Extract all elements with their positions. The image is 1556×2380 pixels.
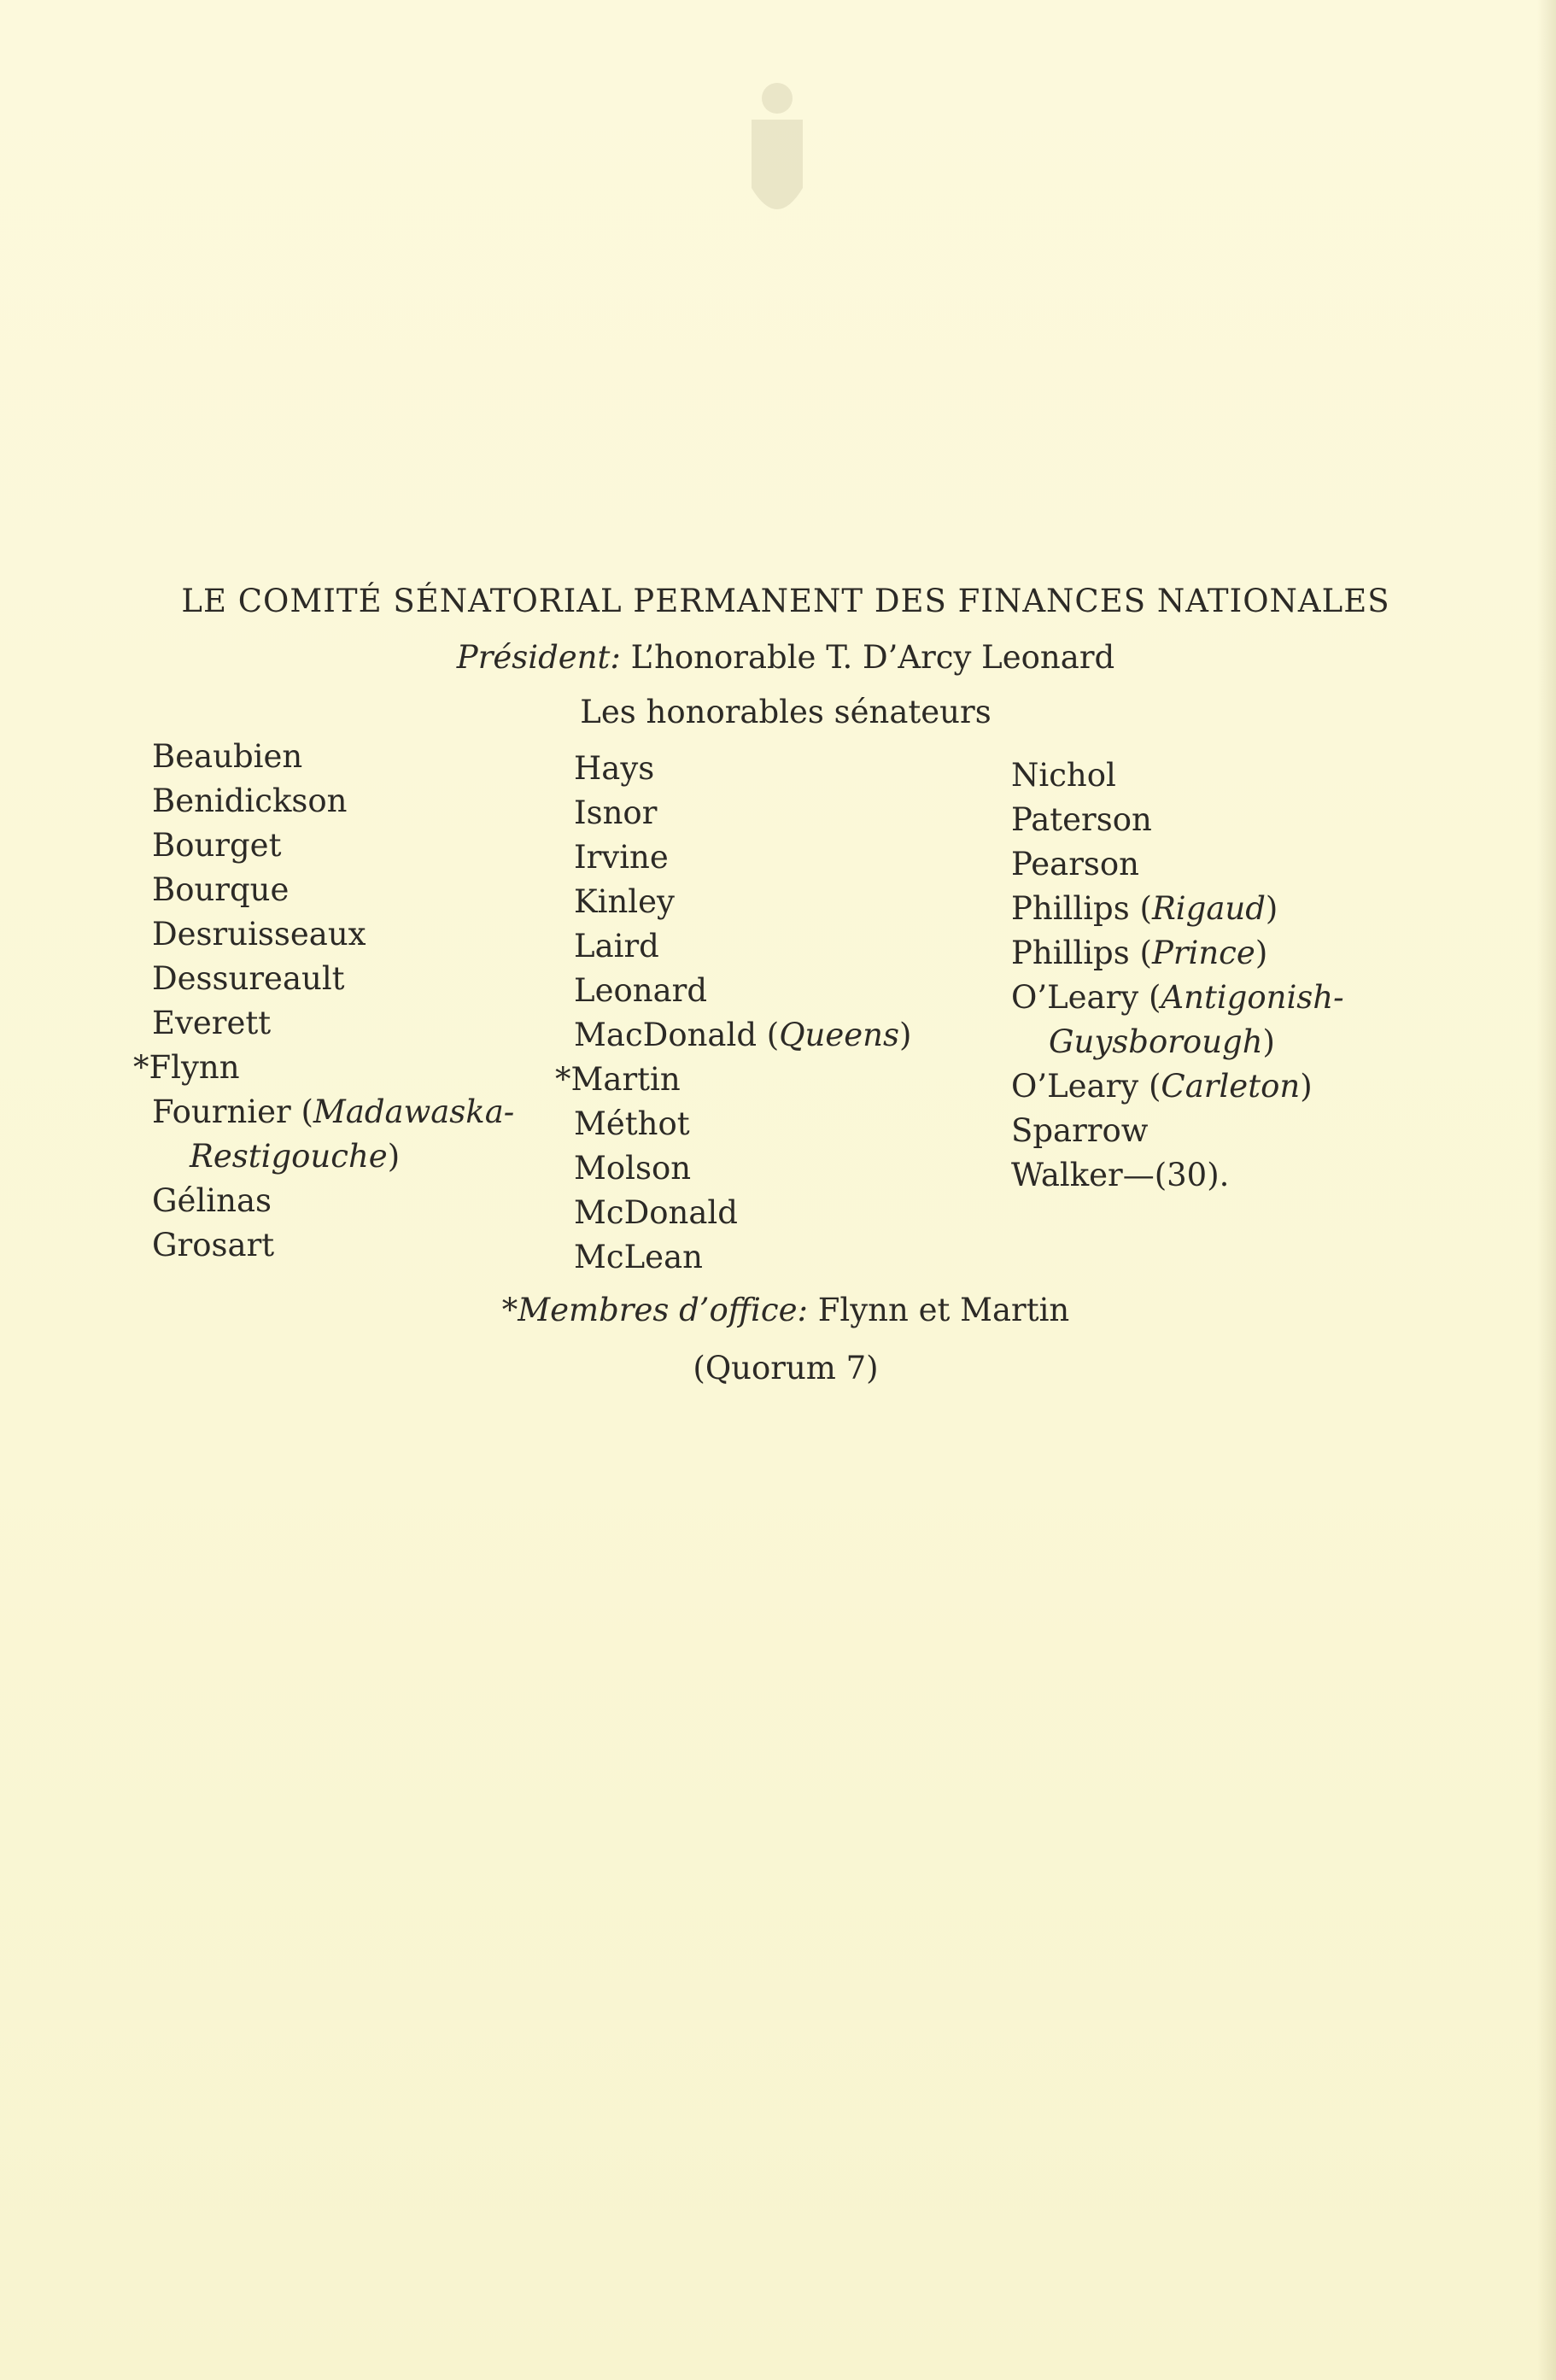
senator-name: Bourget bbox=[152, 827, 282, 864]
senator-entry bbox=[574, 791, 911, 835]
senator-entry bbox=[152, 1134, 514, 1179]
riding-name: Prince bbox=[1151, 935, 1255, 971]
senator-entry bbox=[1011, 1109, 1344, 1153]
senator-name: Benidickson bbox=[152, 783, 348, 819]
senator-name: Everett bbox=[152, 1005, 272, 1041]
senator-column-2 bbox=[555, 747, 912, 1280]
closing-paren: ) bbox=[1300, 1068, 1313, 1105]
president-name: L’honorable T. D’Arcy Leonard bbox=[630, 639, 1115, 676]
senator-entry bbox=[133, 1046, 514, 1090]
quorum-note: (Quorum 7) bbox=[693, 1350, 879, 1386]
senator-name: Méthot bbox=[574, 1105, 690, 1142]
senator-entry bbox=[574, 1146, 911, 1191]
senator-entry bbox=[574, 1235, 911, 1280]
senator-name: Molson bbox=[574, 1150, 692, 1187]
closing-paren: ) bbox=[1262, 1023, 1275, 1060]
senator-entry bbox=[574, 880, 911, 924]
senator-entry bbox=[574, 1191, 911, 1235]
senator-column-1 bbox=[133, 735, 515, 1268]
senator-entry bbox=[1011, 1064, 1344, 1109]
senator-entry bbox=[1011, 798, 1344, 842]
senator-entry bbox=[574, 969, 911, 1013]
senator-name: Phillips ( bbox=[1011, 935, 1152, 971]
senator-entry bbox=[1011, 1020, 1344, 1064]
senator-name: Beaubien bbox=[152, 738, 303, 775]
senator-entry bbox=[152, 779, 514, 824]
senator-entry bbox=[555, 1058, 911, 1102]
committee-title: LE COMITÉ SÉNATORIAL PERMANENT DES FINANCES NATIONALES bbox=[181, 583, 1390, 619]
senator-name: Nichol bbox=[1011, 757, 1116, 794]
closing-paren: ) bbox=[899, 1017, 912, 1053]
senator-entry bbox=[152, 868, 514, 912]
senator-name: Gélinas bbox=[152, 1182, 272, 1219]
senator-entry bbox=[1011, 753, 1344, 798]
senator-name: Leonard bbox=[574, 972, 708, 1009]
senator-entry bbox=[152, 735, 514, 779]
riding-name: Rigaud bbox=[1151, 890, 1266, 927]
senator-name: Pearson bbox=[1011, 846, 1139, 882]
ex-officio-members bbox=[171, 1292, 1401, 1328]
senator-entry bbox=[1011, 1153, 1344, 1198]
ex-officio-label: *Membres d’office: bbox=[501, 1292, 808, 1328]
closing-paren: ) bbox=[1255, 935, 1268, 971]
senator-name: Irvine bbox=[574, 839, 669, 876]
coat-of-arms-icon bbox=[743, 68, 811, 239]
senators-subheading: Les honorables sénateurs bbox=[580, 694, 992, 730]
senator-entry bbox=[1011, 976, 1344, 1020]
senator-entry bbox=[1011, 887, 1344, 931]
senator-name: *Martin bbox=[555, 1061, 681, 1098]
senator-entry bbox=[574, 747, 911, 791]
page-edge-shadow bbox=[1537, 0, 1556, 2380]
senator-column-3 bbox=[1011, 753, 1344, 1198]
senator-name: McDonald bbox=[574, 1194, 738, 1231]
senator-entry bbox=[1011, 842, 1344, 887]
senator-name: Dessureault bbox=[152, 960, 345, 997]
riding-name: Antigonish- bbox=[1161, 979, 1344, 1016]
senator-name: MacDonald ( bbox=[574, 1017, 780, 1053]
senator-name: Sparrow bbox=[1011, 1112, 1149, 1149]
senator-name: McLean bbox=[574, 1239, 703, 1275]
senator-name: Grosart bbox=[152, 1227, 275, 1263]
senator-entry bbox=[152, 957, 514, 1001]
ex-officio-names: Flynn et Martin bbox=[817, 1292, 1070, 1328]
senator-name: *Flynn bbox=[133, 1049, 240, 1086]
senator-entry bbox=[1011, 931, 1344, 976]
senator-name: Walker—(30). bbox=[1011, 1157, 1230, 1193]
senator-name: Phillips ( bbox=[1011, 890, 1152, 927]
closing-paren: ) bbox=[387, 1138, 401, 1175]
senator-entry bbox=[574, 924, 911, 969]
senator-entry bbox=[574, 1102, 911, 1146]
senator-name: O’Leary ( bbox=[1011, 979, 1161, 1016]
senator-name: Isnor bbox=[574, 794, 658, 831]
senator-name: Hays bbox=[574, 750, 655, 787]
senator-entry bbox=[152, 824, 514, 868]
riding-name: Restigouche bbox=[190, 1138, 388, 1175]
senator-name: Fournier ( bbox=[152, 1093, 313, 1130]
senator-entry bbox=[152, 1090, 514, 1134]
president-line bbox=[171, 639, 1401, 676]
riding-name: Queens bbox=[779, 1017, 899, 1053]
riding-name: Madawaska- bbox=[313, 1093, 515, 1130]
senator-name: Desruisseaux bbox=[152, 916, 366, 953]
senator-name: Paterson bbox=[1011, 801, 1152, 838]
senator-entry bbox=[152, 912, 514, 957]
senator-name: O’Leary ( bbox=[1011, 1068, 1161, 1105]
senator-name: Laird bbox=[574, 928, 659, 964]
riding-name: Carleton bbox=[1161, 1068, 1301, 1105]
senator-entry bbox=[152, 1001, 514, 1046]
closing-paren: ) bbox=[1265, 890, 1278, 927]
senator-entry bbox=[574, 1013, 911, 1058]
senator-name: Bourque bbox=[152, 871, 290, 908]
senator-entry bbox=[152, 1223, 514, 1268]
senator-name: Kinley bbox=[574, 883, 675, 920]
president-label: Président: bbox=[456, 639, 621, 676]
riding-name: Guysborough bbox=[1049, 1023, 1263, 1060]
senator-entry bbox=[152, 1179, 514, 1223]
senator-entry bbox=[574, 835, 911, 880]
